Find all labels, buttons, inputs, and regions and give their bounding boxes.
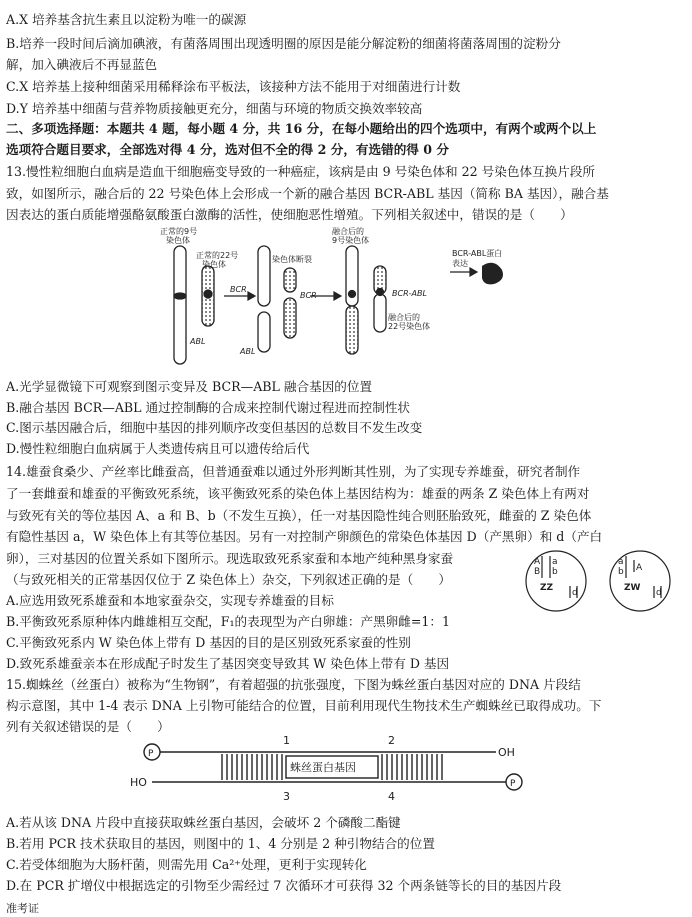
option-line: C.平衡致死系内 W 染色体上带有 D 基因的目的是区别致死系家蚕的性别 — [6, 635, 411, 650]
svg-text:BCR: BCR — [230, 285, 247, 294]
option-line: B.若用 PCR 技术获取目的基因，则图中的 1、4 分别是 2 种引物结合的位置 — [6, 836, 435, 851]
option-line: A.X 培养基含抗生素且以淀粉为唯一的碳源 — [6, 12, 247, 27]
svg-text:b: b — [618, 567, 624, 577]
primer-site-4: 4 — [388, 790, 395, 803]
svg-text:正常的22号: 正常的22号 — [196, 251, 239, 260]
svg-text:ZZ: ZZ — [540, 583, 554, 593]
question-15-stem: 15.蜘蛛丝（丝蛋白）被称为“生物钢”，有着超强的抗张强度，下图为蛛丝蛋白基因对应的 DNA 片段结 — [6, 677, 581, 692]
option-line: C.图示基因融合后，细胞中基因的排列顺序改变但基因的总数目不发生改变 — [6, 420, 423, 435]
option-line: B.培养一段时间后滴加碘液，有菌落周围出现透明圈的原因是能分解淀粉的细菌将菌落周围的淀粉分 — [6, 36, 561, 51]
svg-text:BCR-ABL: BCR-ABL — [392, 289, 427, 298]
question-13-stem: 13.慢性粒细胞白血病是造血干细胞癌变导致的一种癌症，该病是由 9 号染色体和 22 号染色体互换片段所 — [6, 164, 596, 179]
chromosome-translocation-diagram — [160, 226, 540, 374]
svg-text:a: a — [552, 557, 558, 567]
question-13-stem: 致，如图所示，融合后的 22 号染色体上会形成一个新的融合基因 BCR-ABL 基因（简称 BA 基因），融合基 — [6, 186, 609, 201]
svg-text:ZW: ZW — [624, 583, 641, 593]
bcr-abl-protein — [482, 263, 503, 285]
question-14-stem: 卵），三对基因的位置关系如下图所示。现选取致死系家蚕和本地产纯种黑身家蚕 — [6, 551, 454, 566]
silkworm-genotype-diagram — [522, 548, 674, 614]
svg-text:a: a — [618, 557, 624, 567]
option-line: D.慢性粒细胞白血病属于人类遗传病且可以遗传给后代 — [6, 441, 310, 456]
question-14-stem: （与致死相关的正常基因仅位于 Z 染色体上）杂交，下列叙述正确的是（ ） — [6, 572, 451, 587]
footer-label: 准考证 — [6, 902, 39, 915]
svg-text:P: P — [148, 749, 154, 759]
svg-text:A: A — [636, 563, 643, 573]
option-line: A.若从该 DNA 片段中直接获取蛛丝蛋白基因，会破坏 2 个磷酸二酯键 — [6, 815, 401, 830]
option-line: D.在 PCR 扩增仪中根据选定的引物至少需经过 7 次循环才可获得 32 个两条链等长的目的基因片段 — [6, 878, 562, 893]
option-line: D.Y 培养基中细菌与营养物质接触更充分，细菌与环境的物质交换效率较高 — [6, 101, 423, 116]
option-line: B.平衡致死系原种体内雌雄相互交配，F₁的表现型为产白卵雄：产黑卵雌=1：1 — [6, 614, 451, 629]
option-line: B.融合基因 BCR—ABL 通过控制酶的合成来控制代谢过程进而控制性状 — [6, 400, 411, 415]
svg-text:P: P — [510, 779, 516, 789]
option-line: D.致死系雄蚕亲本在形成配子时发生了基因突变导致其 W 染色体上带有 D 基因 — [6, 656, 450, 671]
svg-text:OH: OH — [498, 746, 515, 759]
svg-text:d: d — [656, 588, 662, 598]
question-14-stem: 了一套雌蚕和雄蚕的平衡致死系统，该平衡致死系的染色体上基因结构为：雄蚕的两条 Z 染色体上有两对 — [6, 486, 590, 501]
svg-text:9号染色体: 9号染色体 — [332, 236, 370, 245]
option-line: A.光学显微镜下可观察到图示变异及 BCR—ABL 融合基因的位置 — [6, 379, 373, 394]
section-heading: 二、多项选择题：本题共 4 题，每小题 4 分，共 16 分，在每小题给出的四个选项中，有两个或两个以上 — [6, 121, 597, 136]
question-15-stem: 构示意图，其中 1-4 表示 DNA 上引物可能结合的位置，目前利用现代生物技术生产蜘蛛丝已取得成功。下 — [6, 698, 602, 713]
primer-site-3: 3 — [283, 790, 290, 803]
label-normal-chr9: 正常的9号 — [160, 227, 198, 236]
question-14-stem: 与致死有关的等位基因 A、a 和 B、b（不发生互换），任一对基因隐性纯合则胚胎致死，雌蚕的 Z 染色体 — [6, 508, 592, 523]
svg-text:d: d — [572, 588, 578, 598]
svg-text:染色体: 染色体 — [166, 236, 190, 245]
svg-text:BCR-ABL蛋白: BCR-ABL蛋白 — [452, 249, 503, 258]
option-line: A.应选用致死系雄蚕和本地家蚕杂交，实现专养雄蚕的目标 — [6, 593, 334, 608]
svg-text:融合后的: 融合后的 — [332, 227, 364, 236]
svg-text:HO: HO — [130, 776, 147, 789]
primer-site-1: 1 — [283, 734, 290, 747]
svg-text:表达: 表达 — [452, 259, 468, 268]
question-15-stem: 列有关叙述错误的是（ ） — [6, 719, 170, 734]
svg-text:融合后的: 融合后的 — [388, 313, 420, 322]
svg-text:染色体断裂: 染色体断裂 — [272, 255, 312, 264]
question-14-stem: 14.雄蚕食桑少、产丝率比雌蚕高，但普通蚕难以通过外形判断其性别，为了实现专养雄蚕，研究者制作 — [6, 464, 581, 479]
centromere — [174, 293, 186, 299]
svg-text:BCR: BCR — [300, 291, 317, 300]
svg-text:ABL: ABL — [190, 337, 206, 346]
option-line: 解，加入碘液后不再显蓝色 — [6, 57, 158, 72]
svg-text:22号染色体: 22号染色体 — [388, 322, 431, 331]
section-heading: 选项符合题目要求，全部选对得 4 分，选对但不全的得 2 分，有选错的得 0 分 — [6, 142, 450, 157]
svg-text:b: b — [552, 567, 558, 577]
option-line: C.X 培养基上接种细菌采用稀释涂布平板法，该接种方法不能用于对细菌进行计数 — [6, 79, 461, 94]
primer-site-2: 2 — [388, 734, 395, 747]
svg-text:染色体: 染色体 — [202, 260, 226, 269]
gene-label: 蛛丝蛋白基因 — [290, 761, 356, 774]
svg-text:B: B — [534, 567, 541, 577]
dna-fragment-diagram — [130, 728, 542, 804]
question-14-stem: 有隐性基因 a，W 染色体上有其等位基因。另有一对控制产卵颜色的常染色体基因 D（产黑卵）和 d（产白 — [6, 529, 603, 544]
question-13-stem: 因表达的蛋白质能增强酪氨酸蛋白激酶的活性，使细胞恶性增殖。下列相关叙述中，错误的是（ ） — [6, 207, 573, 222]
svg-text:A: A — [534, 557, 541, 567]
option-line: C.若受体细胞为大肠杆菌，则需先用 Ca²⁺处理，更利于实现转化 — [6, 857, 367, 872]
svg-text:ABL: ABL — [240, 347, 256, 356]
